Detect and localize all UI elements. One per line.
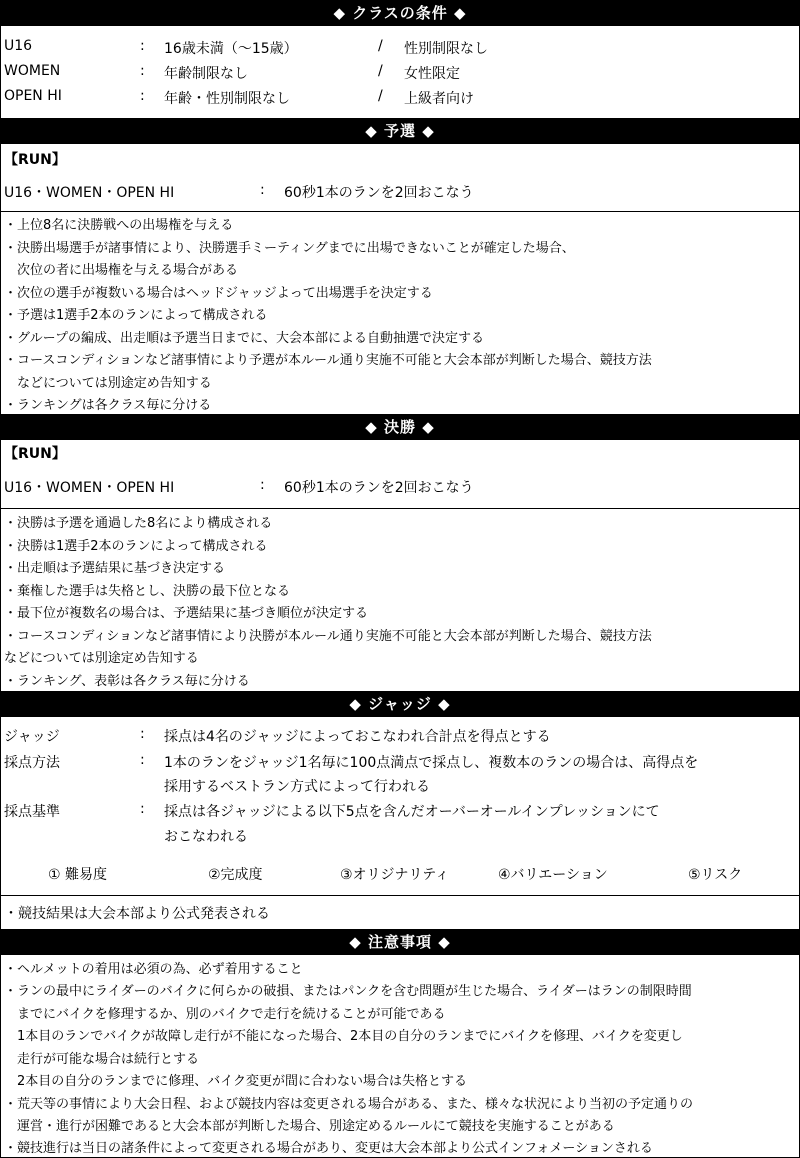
rule-line: 次位の者に出場権を与える場合がある [4, 263, 239, 278]
rule-line: ・ランキング、表彰は各クラス毎に分ける [4, 674, 250, 689]
judge-label: 採点基準 [4, 804, 60, 820]
class-separator: : [140, 38, 145, 54]
criterion-completion: ②完成度 [208, 867, 263, 883]
rule-line: ・次位の選手が複数いる場合はヘッドジャッジよって出場選手を決定する [4, 286, 433, 301]
judge-text: 1本のランをジャッジ1名毎に100点満点で採点し、複数本のランの場合は、高得点を [164, 755, 699, 771]
judge-divider [0, 895, 800, 896]
rule-line: ・ランキングは各クラス毎に分ける [4, 398, 212, 413]
judge-separator: : [140, 726, 145, 742]
final-run-description: 60秒1本のランを2回おこなう [284, 480, 474, 496]
class-separator: : [140, 88, 145, 104]
criterion-risk: ⑤リスク [688, 867, 743, 883]
qualifying-run-classes: U16・WOMEN・OPEN HI [4, 185, 175, 201]
class-separator: : [140, 63, 145, 79]
note-line: 1本目のランでバイクが故障し走行が不能になった場合、2本目の自分のランまでにバイクを修理、バイクを変更し [4, 1029, 683, 1044]
class-age: 年齢制限なし [164, 66, 248, 82]
note-line: ・競技進行は当日の諸条件によって変更される場合があり、変更は大会本部より公式インフォメーションされる [4, 1141, 653, 1156]
final-divider [0, 508, 800, 509]
final-run-label: 【RUN】 [4, 446, 66, 462]
class-name: U16 [4, 38, 33, 54]
notes-header: ◆ 注意事項 ◆ [0, 929, 800, 955]
rule-line: ・コースコンディションなど諸事情により予選が本ルール通り実施不可能と大会本部が判断した場合、競技方法 [4, 353, 652, 368]
judge-result-note: ・競技結果は大会本部より公式発表される [4, 906, 270, 922]
qualifying-header: ◆ 予選 ◆ [0, 118, 800, 144]
rule-line: ・決勝出場選手が諸事情により、決勝選手ミーティングまでに出場できないことが確定した場合、 [4, 241, 575, 256]
criterion-originality: ③オリジナリティ [340, 867, 450, 883]
rule-line: ・決勝は予選を通過した8名により構成される [4, 516, 273, 531]
note-line: ・ヘルメットの着用は必須の為、必ず着用すること [4, 962, 303, 977]
note-line: ・荒天等の事情により大会日程、および競技内容は変更される場合がある、また、様々な状況により当初の予定通りの [4, 1097, 694, 1112]
note-line: までにバイクを修理するか、別のバイクで走行を続けることが可能である [4, 1007, 446, 1022]
rule-line: ・予選は1選手2本のランによって構成される [4, 308, 268, 323]
class-note: 女性限定 [404, 66, 460, 82]
judge-text: 採点は4名のジャッジによっておこなわれ合計点を得点とする [164, 729, 551, 745]
qualifying-divider [0, 211, 800, 212]
judge-header: ◆ ジャッジ ◆ [0, 691, 800, 717]
classes-header: ◆ クラスの条件 ◆ [0, 0, 800, 26]
class-name: WOMEN [4, 63, 61, 79]
judge-separator: : [140, 752, 145, 768]
rule-line: ・棄権した選手は失格とし、決勝の最下位となる [4, 584, 291, 599]
judge-text: おこなわれる [164, 829, 248, 845]
qualifying-run-separator: : [260, 182, 265, 198]
final-run-separator: : [260, 477, 265, 493]
class-slash: / [378, 63, 383, 79]
class-name: OPEN HI [4, 88, 62, 104]
rule-line: ・グループの編成、出走順は予選当日までに、大会本部による自動抽選で決定する [4, 331, 484, 346]
qualifying-run-label: 【RUN】 [4, 152, 66, 168]
class-age: 年齢・性別制限なし [164, 91, 290, 107]
judge-text: 採点は各ジャッジによる以下5点を含んだオーバーオールインプレッションにて [164, 804, 660, 820]
rule-line: などについては別途定め告知する [4, 376, 212, 391]
class-age: 16歳未満（〜15歳） [164, 41, 298, 57]
rule-line: ・最下位が複数名の場合は、予選結果に基づき順位が決定する [4, 606, 369, 621]
class-note: 上級者向け [404, 91, 474, 107]
criterion-difficulty: ① 難易度 [48, 867, 108, 883]
final-run-classes: U16・WOMEN・OPEN HI [4, 480, 175, 496]
note-line: 運営・進行が困難であると大会本部が判断した場合、別途定めるルールにて競技を実施することがある [4, 1119, 615, 1134]
judge-text: 採用するベストラン方式によって行われる [164, 779, 430, 795]
note-line: 走行が可能な場合は続行とする [4, 1052, 200, 1067]
rule-line: ・出走順は予選結果に基づき決定する [4, 561, 226, 576]
rule-line: ・上位8名に決勝戦への出場権を与える [4, 218, 234, 233]
judge-separator: : [140, 801, 145, 817]
rule-line: ・コースコンディションなど諸事情により決勝が本ルール通り実施不可能と大会本部が判断した場合、競技方法 [4, 629, 652, 644]
criterion-variation: ④バリエーション [498, 867, 608, 883]
judge-label: ジャッジ [4, 729, 60, 745]
class-note: 性別制限なし [404, 41, 488, 57]
judge-label: 採点方法 [4, 755, 60, 771]
note-line: 2本目の自分のランまでに修理、バイク変更が間に合わない場合は失格とする [4, 1074, 468, 1089]
class-slash: / [378, 38, 383, 54]
rule-line: などについては別途定め告知する [4, 651, 199, 666]
final-header: ◆ 決勝 ◆ [0, 414, 800, 440]
qualifying-run-description: 60秒1本のランを2回おこなう [284, 185, 474, 201]
class-slash: / [378, 88, 383, 104]
rule-line: ・決勝は1選手2本のランによって構成される [4, 539, 268, 554]
note-line: ・ランの最中にライダーのバイクに何らかの破損、またはパンクを含む問題が生じた場合、ライダーはランの制限時間 [4, 984, 692, 999]
